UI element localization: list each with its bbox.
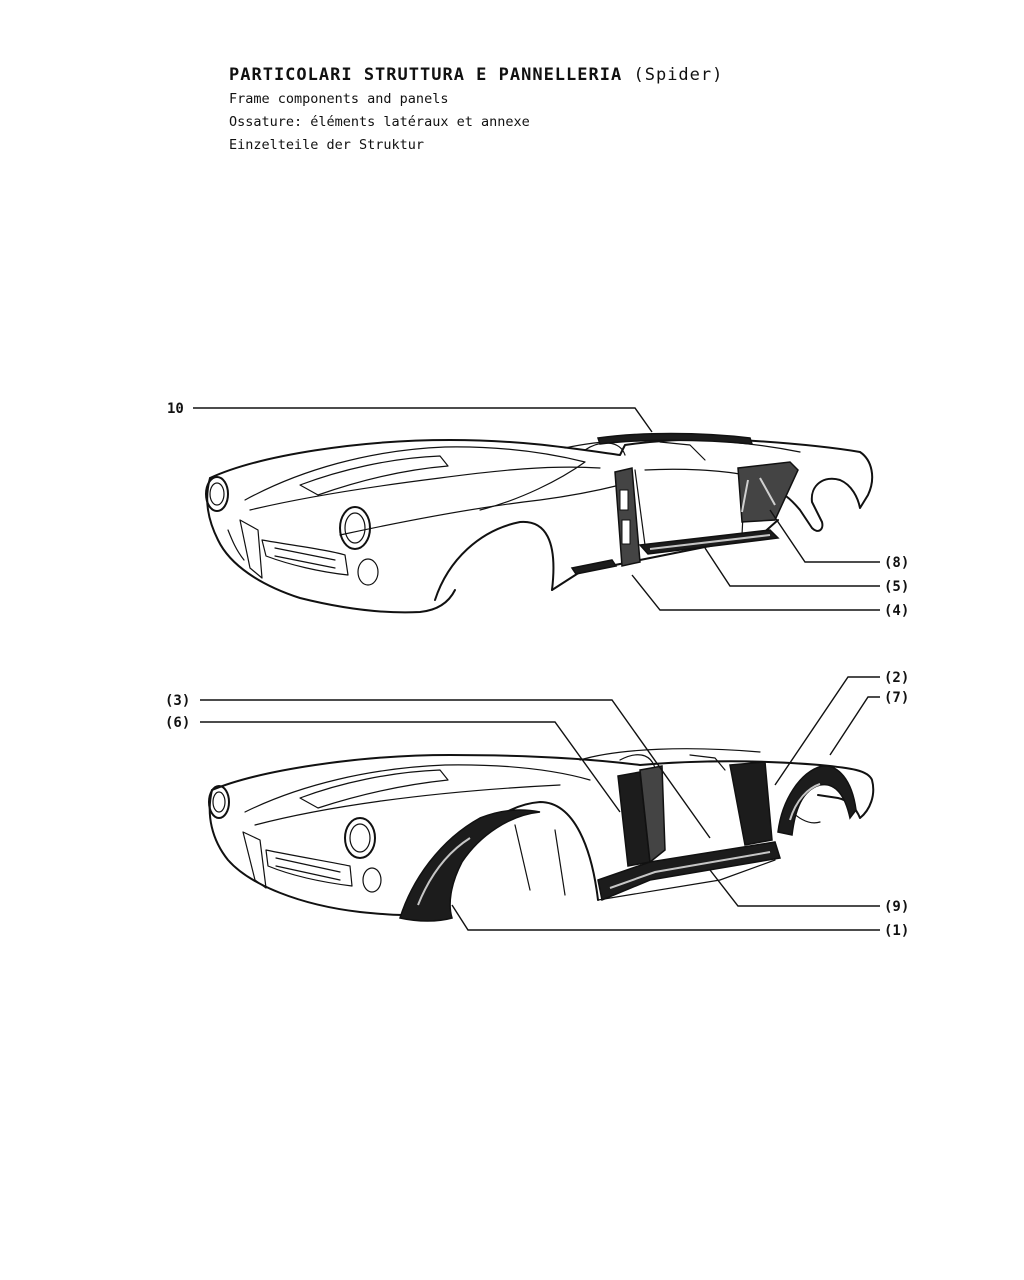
bottom-car-windscreen	[580, 749, 760, 760]
leader-9	[710, 870, 880, 906]
top-car-left-headlight	[206, 477, 228, 511]
title-variant: (Spider)	[633, 65, 724, 85]
callout-6: (6)	[165, 715, 191, 731]
callout-9: (9)	[884, 899, 910, 915]
leader-4	[632, 575, 880, 610]
part-10-windscreen-header	[598, 434, 752, 445]
top-car-front-wheel-arch	[435, 522, 553, 600]
top-car-hood-crease	[250, 467, 600, 510]
bottom-car-intake-bars	[276, 858, 340, 880]
callout-5: (5)	[884, 579, 910, 595]
top-car-front-lower	[207, 478, 455, 612]
bottom-car-grille	[243, 832, 266, 888]
bottom-car-left-headlight	[209, 786, 229, 818]
callout-4: (4)	[884, 603, 910, 619]
top-car-door	[635, 469, 745, 545]
leader-7	[830, 697, 880, 755]
leader-8	[770, 510, 880, 562]
part-2-rear-pillar	[730, 762, 772, 845]
part-7-rear-wing	[778, 766, 856, 835]
callout-1: (1)	[884, 923, 910, 939]
bottom-car-arch-inner	[515, 825, 565, 895]
top-car-pillar-slot-upper	[620, 490, 628, 510]
top-car-seat	[585, 442, 705, 460]
callout-8: (8)	[884, 555, 910, 571]
top-car-pillar-slot-lower	[622, 520, 630, 544]
top-car-hood-scoop	[300, 456, 448, 495]
top-car-bumper	[228, 530, 244, 560]
bottom-car-left-headlight-inner	[213, 792, 225, 812]
bottom-car-fog-light	[363, 868, 381, 892]
subtitle-english: Frame components and panels	[229, 91, 449, 107]
part-1-front-wing	[400, 810, 540, 921]
leader-10	[193, 408, 652, 432]
top-car-left-headlight-inner	[210, 483, 224, 505]
callout-2: (2)	[884, 670, 910, 686]
subtitle-german: Einzelteile der Struktur	[229, 137, 425, 153]
leader-5	[705, 548, 880, 586]
top-car-fog-light	[358, 559, 378, 585]
part-4-floor-rail	[572, 560, 616, 574]
bottom-car-right-headlight-inner	[350, 824, 370, 852]
part-9-sill	[598, 842, 780, 900]
bottom-car-front-arch	[450, 802, 598, 900]
subtitle-french: Ossature: éléments latéraux et annexe	[229, 114, 530, 130]
bottom-car-side-intake	[266, 850, 352, 886]
top-car-side-intake	[262, 540, 348, 575]
top-car-sill-line	[552, 520, 778, 590]
bottom-car-illustration	[209, 749, 873, 921]
callout-7: (7)	[884, 690, 910, 706]
callout-3: (3)	[165, 693, 191, 709]
callout-10: 10	[167, 401, 184, 417]
title-main: PARTICOLARI STRUTTURA E PANNELLERIA	[229, 65, 623, 85]
bottom-car-front-lower	[210, 790, 402, 915]
top-car-right-headlight-inner	[345, 513, 365, 543]
leader-1	[452, 905, 880, 930]
